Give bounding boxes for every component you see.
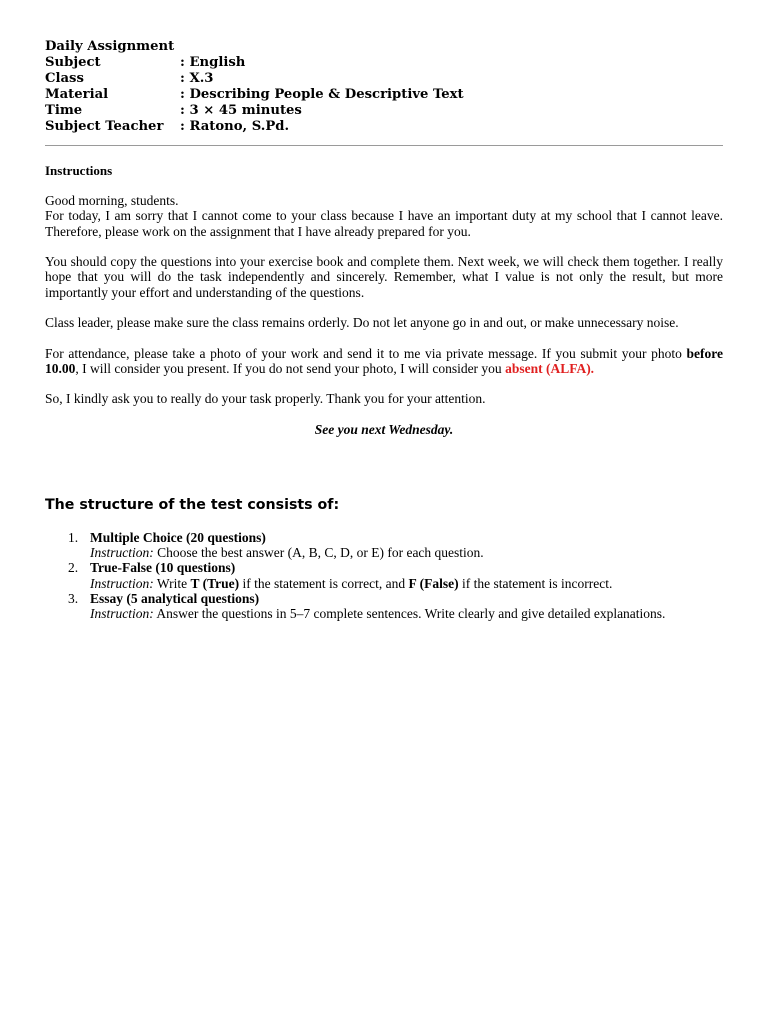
item-number: 3. <box>68 590 79 606</box>
list-item <box>45 591 723 621</box>
instruction-label: Instruction: <box>90 545 154 561</box>
attendance-text-b: , I will consider you present. If you do not send your photo, I will consider you <box>75 360 506 376</box>
header-value: : X.3 <box>180 70 214 86</box>
instruction-text: Choose the best answer (A, B, C, D, or E) for each question. <box>153 545 484 561</box>
header-row-time <box>45 103 464 119</box>
header-title: Daily Assignment <box>45 39 175 54</box>
header-key: Class <box>45 70 84 86</box>
assignment-header <box>45 39 464 134</box>
instruction-text: Answer the questions in 5–7 complete sentences. Write clearly and give detailed explanations. <box>153 606 666 622</box>
attendance-text-a: For attendance, please take a photo of your work and send it to me via private message. If you submit your photo <box>45 345 687 361</box>
header-row-material <box>45 87 464 103</box>
instruction-label: Instruction: <box>90 606 154 622</box>
paragraph-attendance <box>45 346 723 376</box>
item-title: Essay (5 analytical questions) <box>90 590 260 606</box>
divider-line <box>45 145 723 146</box>
header-value: : Describing People & Descriptive Text <box>180 86 464 102</box>
header-key: Subject <box>45 54 101 70</box>
deadline-text: before 10.00 <box>45 345 723 376</box>
instruction-text: if the statement is correct, and <box>239 575 409 591</box>
header-key: Subject Teacher <box>45 118 164 134</box>
absent-warning: absent (ALFA). <box>505 360 595 376</box>
paragraph-closing: So, I kindly ask you to really do your task properly. Thank you for your attention. <box>45 391 486 407</box>
header-value: : 3 × 45 minutes <box>180 102 302 118</box>
apology-text: For today, I am sorry that I cannot come to your class because I have an important duty at my school that I cannot leave. Therefore, please work on the assignment that I have already prepared for you. <box>45 208 723 239</box>
paragraph-greeting <box>45 193 723 239</box>
structure-heading: The structure of the test consists of: <box>45 497 340 513</box>
greeting-line: Good morning, students. <box>45 193 179 209</box>
instruction-label: Instruction: <box>90 575 154 591</box>
instruction-text: if the statement is incorrect. <box>458 575 613 591</box>
header-value: : Ratono, S.Pd. <box>180 118 290 134</box>
item-number: 2. <box>68 560 79 576</box>
item-title: True-False (10 questions) <box>90 560 236 576</box>
header-value: : English <box>180 54 246 70</box>
instructions-section <box>45 163 723 437</box>
item-title: Multiple Choice (20 questions) <box>90 530 266 545</box>
list-item <box>45 530 723 560</box>
header-key: Material <box>45 86 109 102</box>
instruction-text: Write <box>153 575 191 591</box>
header-row-class <box>45 71 464 87</box>
true-label: T (True) <box>190 575 240 591</box>
structure-list <box>45 530 723 621</box>
instructions-heading: Instructions <box>45 163 113 178</box>
test-structure-section <box>45 496 723 621</box>
header-row-teacher <box>45 119 464 135</box>
header-key: Time <box>45 102 83 118</box>
false-label: F (False) <box>408 575 459 591</box>
paragraph-class-leader: Class leader, please make sure the class remains orderly. Do not let anyone go in and out, or make unnecessary noise. <box>45 315 679 331</box>
paragraph-task: You should copy the questions into your exercise book and complete them. Next week, we will check them together. I really hope that you will do the task independently and sincerely. Remember, what I value is not only the result, but more importantly your effort and understanding of the questions. <box>45 254 723 300</box>
item-number: 1. <box>68 530 79 545</box>
header-row-subject <box>45 55 464 71</box>
list-item <box>45 560 723 590</box>
signoff: See you next Wednesday. <box>314 421 454 437</box>
